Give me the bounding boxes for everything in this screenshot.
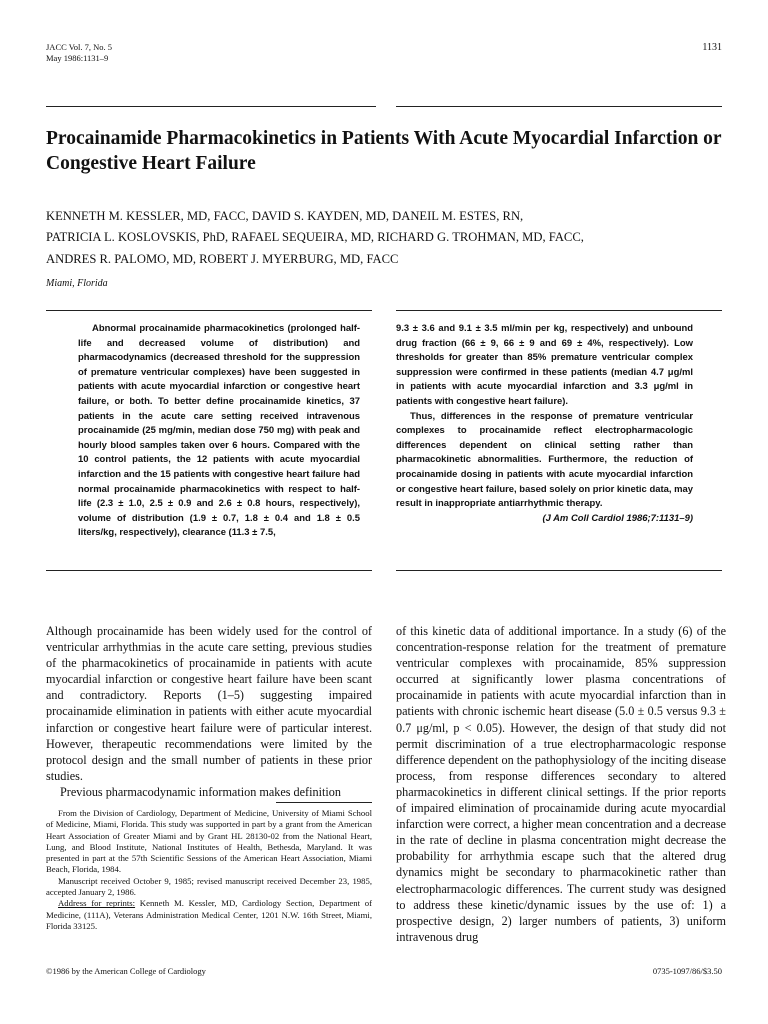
author-list	[46, 206, 736, 270]
journal-date-pages: May 1986:1131–9	[46, 53, 109, 63]
body-left-column	[46, 623, 372, 800]
abstract-left-column	[78, 322, 360, 541]
abstract-paragraph: Thus, differences in the response of premature ventricular complexes to procainamide reflect electropharmacologic differences dependent on clinical setting rather than pharmacokinetic abnormalities. Furthermore, the reduction of procainamide dosing in patients with acute myocardial infarction or congestive heart failure, based solely on prior kinetic data, may result in inappropriate antiarrhythmic therapy.	[396, 410, 693, 510]
page-number: 1131	[702, 42, 722, 53]
abstract-citation: (J Am Coll Cardiol 1986;7:1131–9)	[542, 512, 693, 524]
footnotes	[46, 808, 372, 932]
reprints-label: Address for reprints:	[58, 898, 136, 909]
issn-code: 0735-1097/86/$3.50	[652, 966, 722, 976]
abstract-bottom-rule-right	[396, 570, 722, 571]
article-title: Procainamide Pharmacokinetics in Patients With Acute Myocardial Infarction or Congestive Heart Failure	[46, 128, 722, 174]
abstract-bottom-rule-left	[46, 570, 372, 571]
body-right-column	[396, 623, 726, 945]
abstract-top-rule-left	[46, 310, 372, 311]
reprints-address: Kenneth M. Kessler, MD, Cardiology Section, Department of Medicine, (111A), Veterans Administration Medical Center, 1201 N.W. 16th Street, Miami, Florida 33125.	[46, 898, 372, 931]
abstract-right-column	[396, 322, 693, 526]
footnote-manuscript: Manuscript received October 9, 1985; revised manuscript received December 23, 1985, accepted January 2, 1986.	[46, 875, 372, 898]
body-paragraph: of this kinetic data of additional importance. In a study (6) of the concentration-response relation for the treatment of premature ventricular complexes with procainamide, 85% suppression occurred at significantly lower plasma concentrations of procainamide in patients with acute myocardial infarction than in patients with chronic ischemic heart disease (5.0 ± 0.5 versus 9.3 ± 0.7 μg/ml, p < 0.05). However, the design of that study did not permit discrimination of a true electropharmacologic response difference dependent on the pathophysiology of the inciting disease process, from response differences secondary to altered pharmacokinetics in different clinical settings. If the prior reports of impaired elimination of procainamide during acute myocardial infarction were correct, a higher mean concentration and a decrease in the rate of decline in plasma concentration might decrease the probability for arrhythmia escape such that the altered drug dynamics might be secondary to pharmacokinetic rather than electropharmacologic differences. The current study was designed to address these kinetic/dynamic issues by the use of: 1) a prospective design, 2) larger numbers of patients, 3) uniform intravenous drug	[396, 624, 726, 944]
copyright: ©1986 by the American College of Cardiology	[46, 966, 206, 976]
abstract-top-rule-right	[396, 310, 722, 311]
body-paragraph: Although procainamide has been widely used for the control of ventricular arrhythmias in the acute care setting, previous studies of the pharmacokinetics of procainamide in patients with acute myocardial infarction or congestive heart failure have been scant and contradictory. Reports (1–5) suggesting impaired procainamide elimination in patients with either acute myocardial infarction or congestive heart failure were of particular interest. However, therapeutic recommendations were limited by the protocol design and the small number of patients in these prior studies.	[46, 624, 372, 783]
body-paragraph: Previous pharmacodynamic information makes definition	[60, 784, 341, 799]
header-rule-right	[396, 106, 722, 107]
author-line: PATRICIA L. KOSLOVSKIS, PhD, RAFAEL SEQUEIRA, MD, RICHARD G. TROHMAN, MD, FACC,	[46, 230, 584, 245]
footnote-reprints	[46, 898, 372, 932]
affiliation: Miami, Florida	[46, 278, 108, 289]
header-rule-left	[46, 106, 376, 107]
footnote-rule	[276, 802, 372, 803]
abstract-paragraph: 9.3 ± 3.6 and 9.1 ± 3.5 ml/min per kg, respectively) and unbound drug fraction (66 ± 9, 66 ± 9 and 69 ± 4%, respectively). Low thresholds for greater than 85% premature ventricular complex suppression were confirmed in these patients (median 4.7 μg/ml in patients with acute myocardial infarction and 3.3 μg/ml in patients with congestive heart failure).	[396, 323, 693, 407]
author-line: KENNETH M. KESSLER, MD, FACC, DAVID S. KAYDEN, MD, DANEIL M. ESTES, RN,	[46, 209, 524, 223]
journal-info	[46, 42, 112, 64]
abstract-paragraph: Abnormal procainamide pharmacokinetics (prolonged half-life and decreased volume of distribution) and pharmacodynamics (decreased threshold for the suppression of premature ventricular complexes) have been suggested in patients with acute myocardial infarction or congestive heart failure, or both. To better define procainamide kinetics, 37 patients in the acute care setting received intravenous procainamide (25 mg/min, median dose 750 mg) with peak and hourly blood samples taken over 6 hours. Compared with the 10 control patients, the 12 patients with acute myocardial infarction and the 15 patients with congestive heart failure had normal procainamide pharmacokinetics with respect to half-life (2.3 ± 1.0, 2.5 ± 0.9 and 2.6 ± 0.8 hours, respectively), volume of distribution (1.9 ± 0.7, 1.8 ± 0.4 and 1.8 ± 0.5 liters/kg, respectively), clearance (11.3 ± 7.5,	[78, 323, 360, 539]
footnote-affiliation: From the Division of Cardiology, Department of Medicine, University of Miami School of Medicine, Miami, Florida. This study was supported in part by a grant from the American Heart Association of Greater Miami and by Grant HL 28130-02 from the National Heart, Lung, and Blood Institute, National Institutes of Health, Bethesda, Maryland. It was presented in part at the 57th Scientific Sessions of the American Heart Association, Miami Beach, Florida, 1984.	[46, 808, 372, 875]
author-line: ANDRES R. PALOMO, MD, ROBERT J. MYERBURG, MD, FACC	[46, 251, 399, 266]
journal-volume: JACC Vol. 7, No. 5	[46, 42, 113, 52]
